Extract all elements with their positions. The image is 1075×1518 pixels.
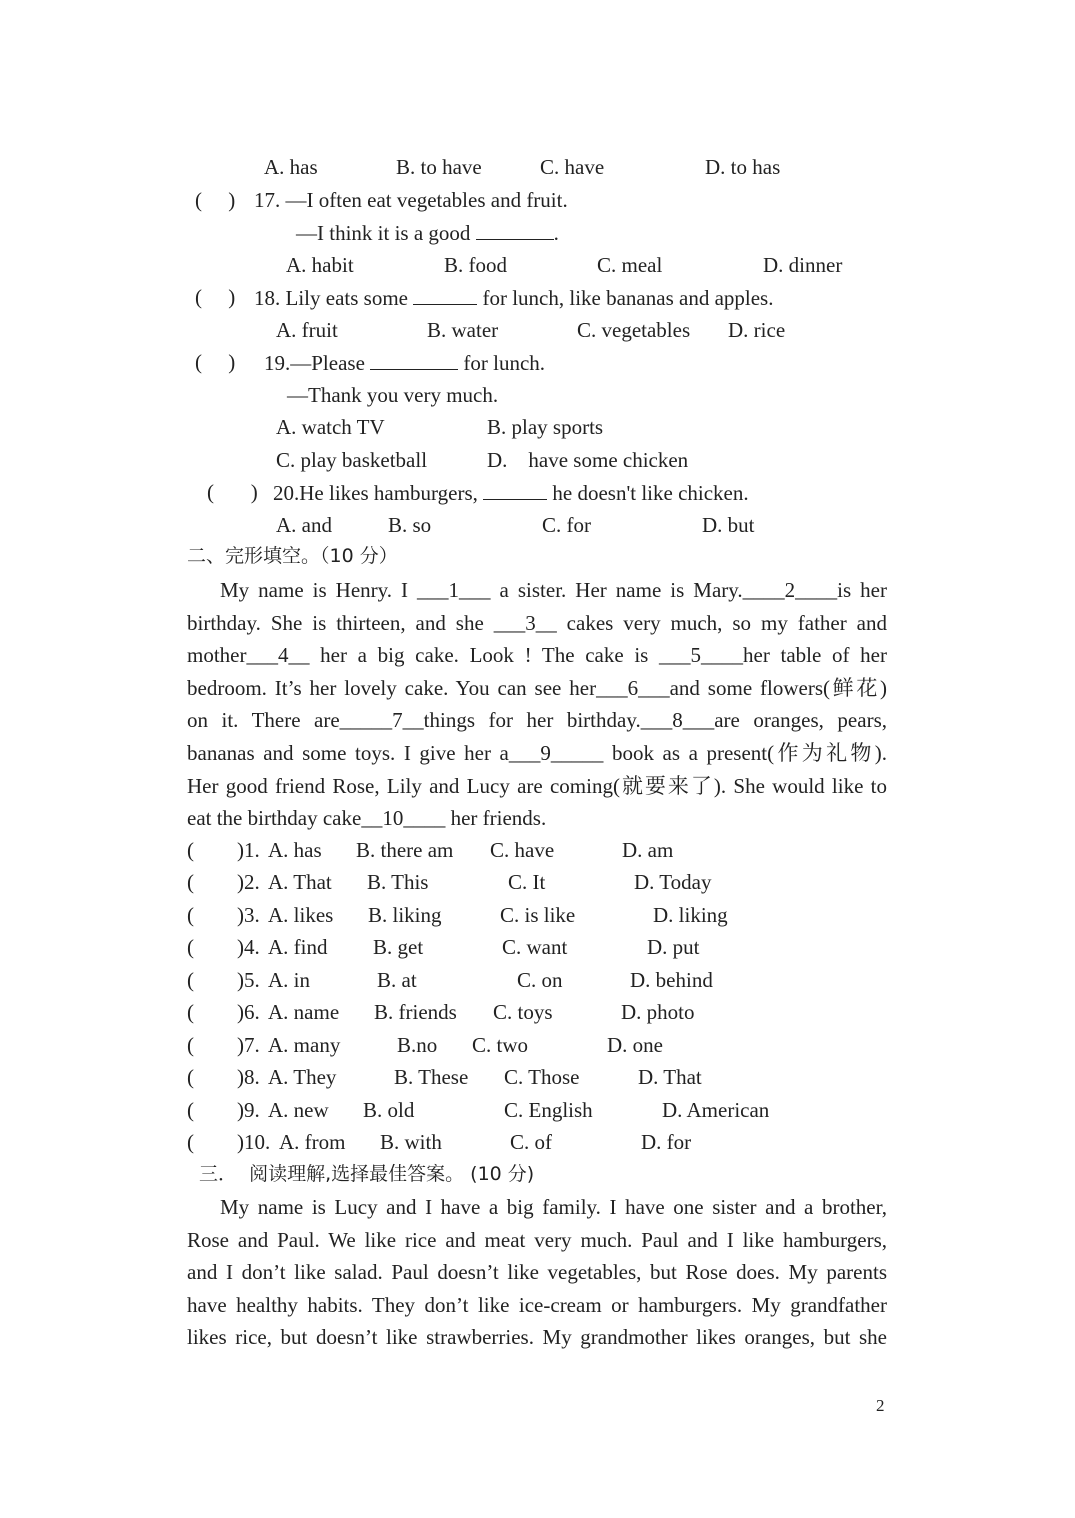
option: A. fruit: [276, 318, 338, 342]
option: C. on: [517, 968, 563, 992]
answer-bracket: (: [187, 1130, 194, 1154]
option: A. That: [268, 870, 332, 894]
passage-line: My name is Lucy and I have a big family. I have one sister and a brother,: [220, 1195, 887, 1219]
option: A. find: [268, 935, 328, 959]
option: D. behind: [630, 968, 713, 992]
option: D. liking: [653, 903, 728, 927]
option: C. is like: [500, 903, 576, 927]
question-stem: 19.—Please for lunch.: [264, 351, 546, 375]
option: A. has: [264, 155, 318, 179]
option: C. two: [472, 1033, 529, 1057]
option: D. am: [622, 838, 674, 862]
option: B. This: [367, 870, 429, 894]
option: A. many: [268, 1033, 341, 1057]
answer-bracket: (: [187, 903, 194, 927]
passage-line: Rose and Paul. We like rice and meat very much. Paul and I like hamburgers,: [187, 1227, 887, 1252]
passage-line: on it. There are_____7__things for her birthday.___8___are oranges, pears,: [187, 708, 887, 733]
option: B. These: [394, 1065, 469, 1089]
option: B. liking: [368, 903, 442, 927]
option: A. has: [268, 838, 322, 862]
question-number: )10.: [237, 1130, 271, 1154]
section-heading: 二、完形填空。（10 分）: [187, 545, 398, 567]
option: C. have: [540, 155, 605, 179]
question-stem: 20.He likes hamburgers, he doesn't like chicken.: [273, 481, 749, 505]
passage-line: eat the birthday cake__10____ her friends.: [187, 806, 547, 831]
option: C. meal: [597, 253, 663, 277]
option: B. at: [377, 968, 417, 992]
option: A. from: [279, 1130, 346, 1154]
option: C. English: [504, 1098, 593, 1122]
option: C. want: [502, 935, 568, 959]
answer-bracket: ( ): [195, 188, 236, 212]
option: A. and: [276, 513, 332, 537]
page-number: 2: [876, 1396, 885, 1415]
option: B. to have: [396, 155, 482, 179]
option: C. play basketball: [276, 448, 428, 472]
option: B. with: [380, 1130, 442, 1154]
option: D. to has: [705, 155, 781, 179]
option: A. name: [268, 1000, 340, 1024]
answer-bracket: ( ): [195, 285, 236, 309]
option: B. food: [444, 253, 507, 277]
passage-line: birthday. She is thirteen, and she ___3__ cakes very much, so my father and: [187, 610, 887, 635]
option: B. play sports: [487, 415, 604, 439]
answer-bracket: (: [187, 1065, 194, 1089]
reading-passage: [187, 1191, 887, 1354]
answer-bracket: (: [187, 935, 194, 959]
answer-bracket: (: [187, 968, 194, 992]
option: D. but: [702, 513, 755, 537]
answer-bracket: (: [187, 1000, 194, 1024]
passage-line: Her good friend Rose, Lily and Lucy are coming(就要来了). She would like to: [187, 773, 887, 798]
option: D. American: [662, 1098, 770, 1122]
question-number: )4.: [237, 935, 260, 959]
option: C. Those: [504, 1065, 580, 1089]
question-number: )3.: [237, 903, 260, 927]
question-number: )5.: [237, 968, 260, 992]
option: B. get: [373, 935, 424, 959]
option: D. photo: [621, 1000, 695, 1024]
cloze-passage: [187, 574, 887, 835]
option: D. Today: [634, 870, 712, 894]
passage-line: and I don’t like salad. Paul doesn’t like vegetables, but Rose does. My parents: [187, 1260, 887, 1285]
answer-bracket: (: [187, 870, 194, 894]
passage-line: bananas and some toys. I give her a___9_____ book as a present(作为礼物).: [187, 740, 887, 765]
option: C. have: [490, 838, 555, 862]
option: A. new: [268, 1098, 329, 1122]
passage-line: mother___4__ her a big cake. Look ! The cake is ___5____her table of her: [187, 643, 887, 668]
passage-line: bedroom. It’s her lovely cake. You can see her___6___and some flowers(鲜花): [187, 675, 887, 700]
option: D. That: [638, 1065, 702, 1089]
question-stem: 17. —I often eat vegetables and fruit.: [254, 188, 568, 212]
option: A. likes: [268, 903, 334, 927]
option: B. there am: [356, 838, 454, 862]
answer-bracket: (: [187, 1098, 194, 1122]
option: C. toys: [493, 1000, 553, 1024]
question-reply: —I think it is a good .: [296, 221, 559, 245]
answer-bracket: (: [187, 838, 194, 862]
passage-line: have healthy habits. They don’t like ice-cream or hamburgers. My grandfather: [187, 1292, 887, 1317]
question-number: )1.: [237, 838, 260, 862]
option: D. dinner: [763, 253, 843, 277]
option: B. old: [363, 1098, 415, 1122]
question-number: )2.: [237, 870, 260, 894]
option: C. vegetables: [577, 318, 691, 342]
question-number: )9.: [237, 1098, 260, 1122]
question-reply: —Thank you very much.: [287, 383, 499, 407]
option: C. of: [510, 1130, 552, 1154]
passage-line: likes rice, but doesn’t like strawberries. My grandmother likes oranges, but she: [187, 1325, 887, 1350]
option: C. It: [508, 870, 546, 894]
option: B. so: [388, 513, 432, 537]
option: A. in: [268, 968, 310, 992]
question-number: )8.: [237, 1065, 260, 1089]
option: B. friends: [374, 1000, 457, 1024]
option: D. rice: [728, 318, 786, 342]
passage-line: My name is Henry. I ___1___ a sister. Her name is Mary.____2____is her: [220, 578, 887, 602]
question-number: )7.: [237, 1033, 260, 1057]
option: D. put: [647, 935, 700, 959]
answer-bracket: (: [187, 1033, 194, 1057]
option: C. for: [542, 513, 591, 537]
option: D. one: [607, 1033, 663, 1057]
option: A. watch TV: [276, 415, 385, 439]
option: A. They: [268, 1065, 337, 1089]
answer-bracket: ( ): [195, 350, 236, 374]
question-number: )6.: [237, 1000, 260, 1024]
option: B.no: [397, 1033, 438, 1057]
option: A. habit: [286, 253, 354, 277]
option: B. water: [427, 318, 499, 342]
answer-bracket: ( ): [207, 480, 258, 504]
section-heading: 三． 阅读理解,选择最佳答案。 (10 分): [199, 1163, 535, 1185]
option: D. have some chicken: [487, 448, 689, 472]
question-stem: 18. Lily eats some for lunch, like bananas and apples.: [254, 286, 774, 310]
option: D. for: [641, 1130, 692, 1154]
